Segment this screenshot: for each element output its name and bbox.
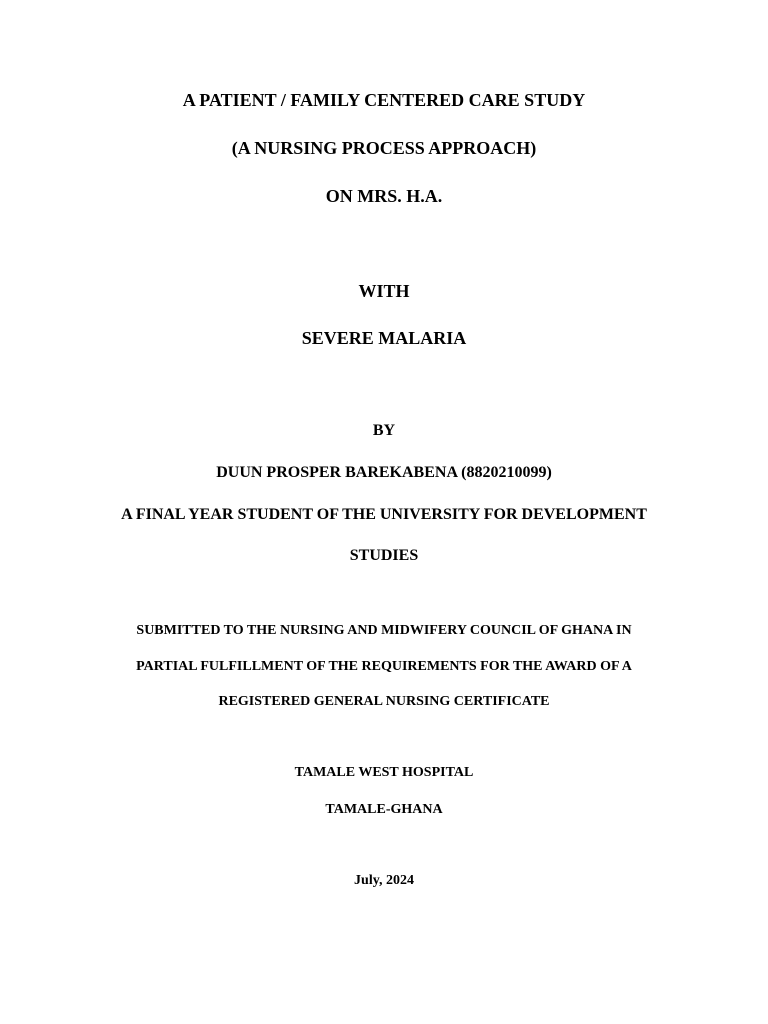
study-title-line-3: ON MRS. H.A.: [325, 186, 443, 206]
study-title-line-1: A PATIENT / FAMILY CENTERED CARE STUDY: [182, 90, 586, 110]
condition-name: SEVERE MALARIA: [301, 328, 467, 348]
study-title-line-2: (A NURSING PROCESS APPROACH): [231, 138, 537, 158]
author-description-line-1: A FINAL YEAR STUDENT OF THE UNIVERSITY FOR DEVELOPMENT: [121, 506, 647, 523]
author-description-line-2: STUDIES: [349, 547, 419, 564]
hospital-location: TAMALE-GHANA: [325, 802, 443, 817]
submission-line-3: REGISTERED GENERAL NURSING CERTIFICATE: [218, 694, 550, 709]
author-name: DUUN PROSPER BAREKABENA (8820210099): [216, 464, 552, 481]
submission-date: July, 2024: [354, 873, 414, 888]
by-label: BY: [372, 422, 396, 439]
submission-line-1: SUBMITTED TO THE NURSING AND MIDWIFERY COUNCIL OF GHANA IN: [136, 623, 632, 638]
submission-line-2: PARTIAL FULFILLMENT OF THE REQUIREMENTS FOR THE AWARD OF A: [136, 659, 632, 674]
hospital-name: TAMALE WEST HOSPITAL: [294, 765, 474, 780]
with-label: WITH: [358, 281, 410, 301]
